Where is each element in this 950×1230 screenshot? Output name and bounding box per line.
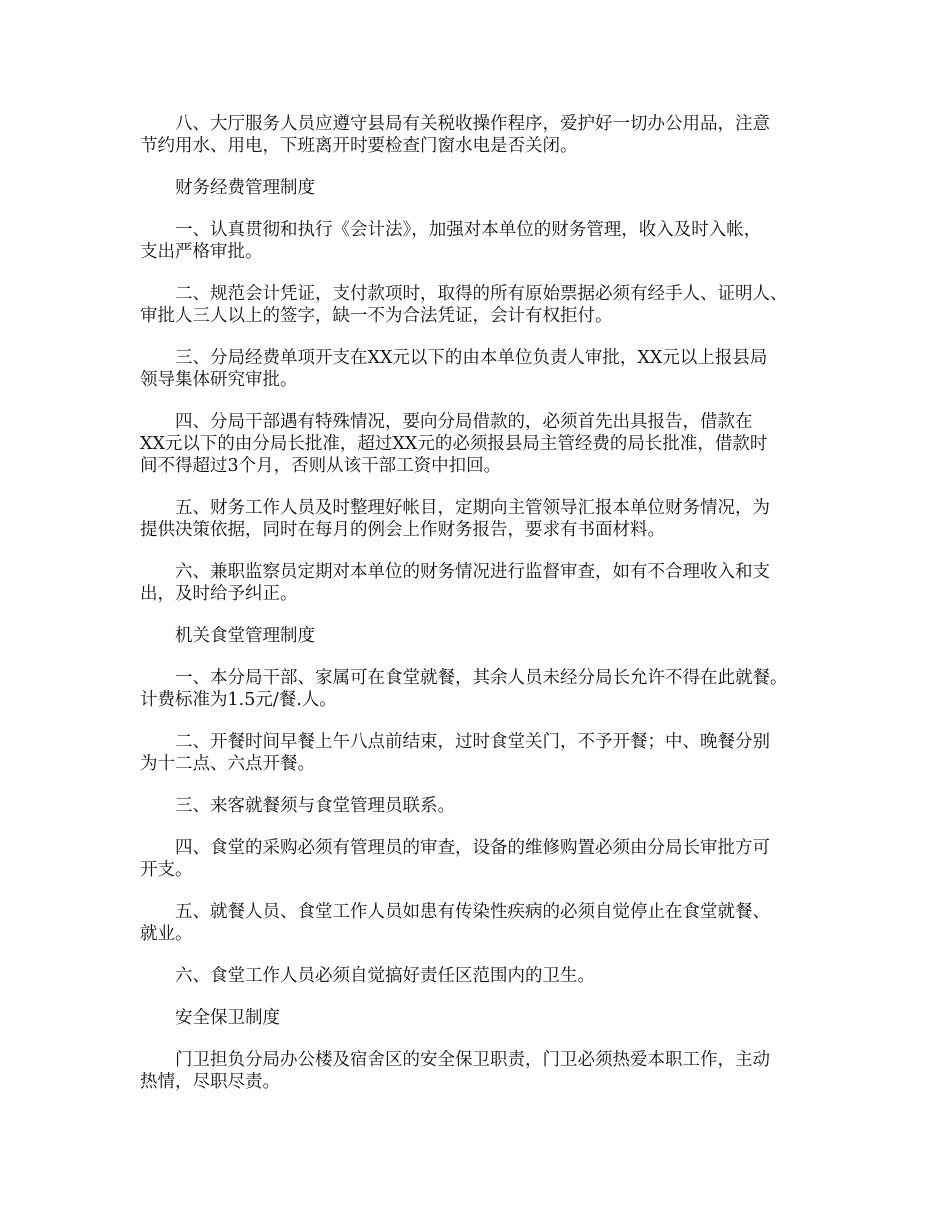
paragraph-line: 八、大厅服务人员应遵守县局有关税收操作程序，爱护好一切办公用品，注意	[175, 114, 770, 134]
paragraph-line: 领导集体研究审批。	[140, 370, 298, 390]
paragraph-line: 一、本分局干部、家属可在食堂就餐，其余人员未经分局长允许不得在此就餐。	[175, 668, 788, 688]
paragraph-line: 审批人三人以上的签字，缺一不为合法凭证，会计有权拒付。	[140, 306, 613, 326]
paragraph	[140, 283, 820, 327]
paragraph-line: 二、开餐时间早餐上午八点前结束，过时食堂关门，不予开餐；中、晚餐分别	[175, 732, 770, 752]
paragraph	[140, 731, 820, 775]
paragraph-line: 出，及时给予纠正。	[140, 584, 298, 604]
paragraph-line: 门卫担负分局办公楼及宿舍区的安全保卫职责，门卫必须热爱本职工作，主动	[175, 1050, 770, 1070]
paragraph-line: 三、分局经费单项开支在XX元以下的由本单位负责人审批，XX元以上报县局	[175, 348, 768, 368]
paragraph	[140, 965, 820, 987]
paragraph-line: 五、财务工作人员及时整理好帐目，定期向主管领导汇报本单位财务情况，为	[175, 498, 770, 518]
paragraph	[140, 1049, 820, 1093]
paragraph-line: 就业。	[140, 924, 193, 944]
paragraph-line: 间不得超过3个月，否则从该干部工资中扣回。	[140, 456, 502, 476]
document-body	[140, 113, 820, 1113]
paragraph-line: 计费标准为1.5元/餐.人。	[140, 690, 337, 710]
paragraph-line: 四、食堂的采购必须有管理员的审查，设备的维修购置必须由分局长审批方可	[175, 838, 770, 858]
paragraph-line: 三、来客就餐须与食堂管理员联系。	[175, 796, 455, 816]
paragraph-line: 提供决策依据，同时在每月的例会上作财务报告，要求有书面材料。	[140, 520, 665, 540]
paragraph	[140, 667, 820, 711]
paragraph	[140, 561, 820, 605]
paragraph	[140, 113, 820, 157]
paragraph	[140, 497, 820, 541]
section-heading: 机关食堂管理制度	[175, 626, 315, 646]
paragraph-line: 热情，尽职尽责。	[140, 1072, 280, 1092]
paragraph-line: 节约用水、用电，下班离开时要检查门窗水电是否关闭。	[140, 136, 578, 156]
paragraph	[140, 837, 820, 881]
paragraph-line: 开支。	[140, 860, 193, 880]
paragraph-line: 二、规范会计凭证，支付款项时，取得的所有原始票据必须有经手人、证明人、	[175, 284, 788, 304]
paragraph	[140, 347, 820, 391]
paragraph-line: 五、就餐人员、食堂工作人员如患有传染性疾病的必须自觉停止在食堂就餐、	[175, 902, 770, 922]
paragraph	[140, 219, 820, 263]
paragraph-line: 支出严格审批。	[140, 242, 263, 262]
paragraph-line: 为十二点、六点开餐。	[140, 754, 315, 774]
paragraph-line: 六、兼职监察员定期对本单位的财务情况进行监督审查，如有不合理收入和支	[175, 562, 770, 582]
paragraph	[140, 901, 820, 945]
section-heading: 安全保卫制度	[175, 1008, 280, 1028]
paragraph	[140, 795, 820, 817]
paragraph-line: 四、分局干部遇有特殊情况，要向分局借款的，必须首先出具报告，借款在	[175, 412, 753, 432]
paragraph-line: 一、认真贯彻和执行《会计法》，加强对本单位的财务管理，收入及时入帐，	[175, 220, 762, 240]
section-heading: 财务经费管理制度	[175, 178, 315, 198]
paragraph-line: XX元以下的由分局长批准，超过XX元的必须报县局主管经费的局长批准，借款时	[140, 434, 768, 454]
paragraph-line: 六、食堂工作人员必须自觉搞好责任区范围内的卫生。	[175, 966, 595, 986]
paragraph	[140, 411, 820, 477]
